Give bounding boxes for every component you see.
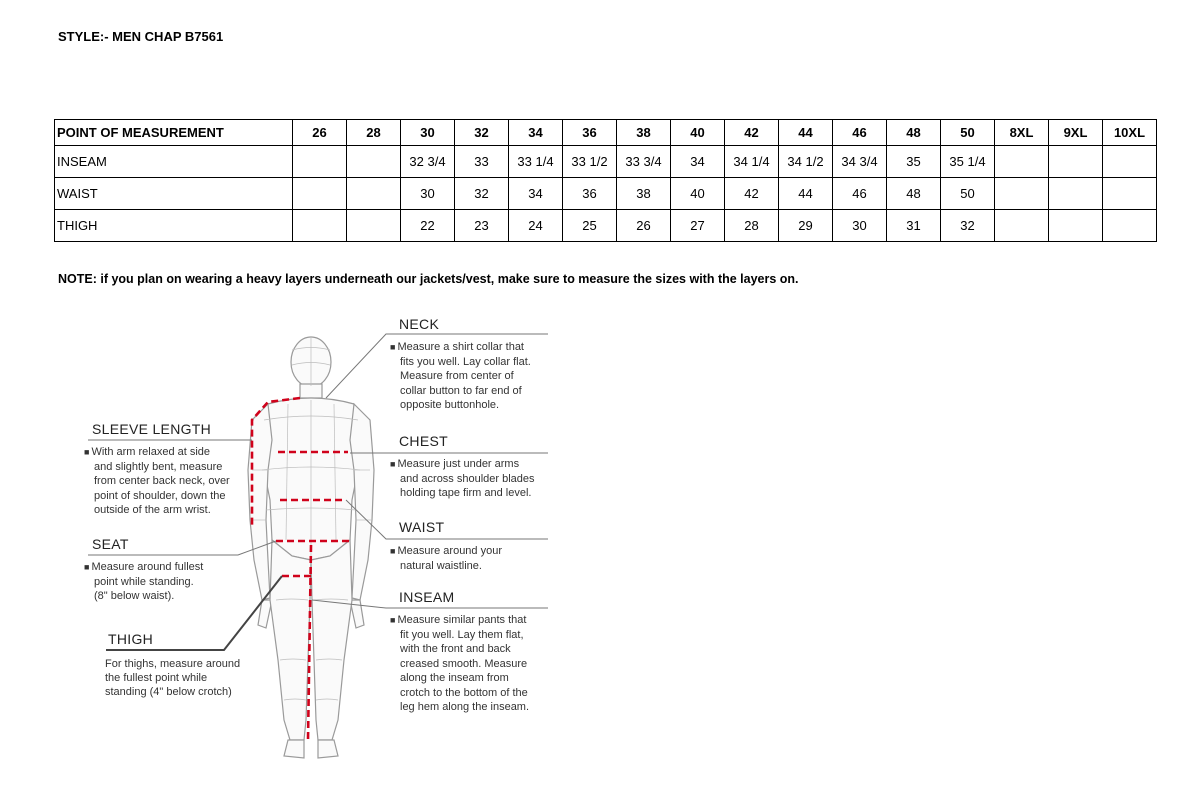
note-text: NOTE: if you plan on wearing a heavy layers underneath our jackets/vest, make sure to measure the sizes with the layers on. [58,272,799,286]
value-cell: 22 [401,210,455,242]
size-header-cell: 8XL [995,120,1049,146]
header-pom-cell: POINT OF MEASUREMENT [55,120,293,146]
value-cell: 31 [887,210,941,242]
seat-label: SEAT [92,536,129,552]
value-cell: 25 [563,210,617,242]
value-cell: 32 [455,178,509,210]
thigh-label: THIGH [108,631,154,647]
size-header-cell: 30 [401,120,455,146]
size-header-cell: 46 [833,120,887,146]
row-label-cell: INSEAM [55,146,293,178]
value-cell: 33 3/4 [617,146,671,178]
neck-label: NECK [399,316,440,332]
value-cell: 48 [887,178,941,210]
seat-desc: ■ Measure around fullest point while standing. (8" below waist). [84,561,204,602]
size-header-cell: 28 [347,120,401,146]
value-cell: 30 [401,178,455,210]
size-header-cell: 50 [941,120,995,146]
inseam-desc: ■ Measure similar pants that fit you well. Lay them flat, with the front and back creased smooth. Measure along the inseam from crotch to the bottom of the leg hem along the inseam. [390,614,530,713]
value-cell: 33 1/2 [563,146,617,178]
chest-label: CHEST [399,433,448,449]
sleeve-length-label: SLEEVE LENGTH [92,421,212,437]
value-cell: 27 [671,210,725,242]
neck-desc: ■ Measure a shirt collar that fits you well. Lay collar flat. Measure from center of collar button to far end of opposite buttonhole. [390,341,531,411]
size-header-cell: 10XL [1103,120,1157,146]
value-cell: 34 [509,178,563,210]
row-label-cell: WAIST [55,178,293,210]
size-header-cell: 36 [563,120,617,146]
value-cell: 32 [941,210,995,242]
size-header-cell: 40 [671,120,725,146]
size-header-cell: 9XL [1049,120,1103,146]
value-cell: 46 [833,178,887,210]
row-label-cell: THIGH [55,210,293,242]
value-cell: 26 [617,210,671,242]
value-cell: 23 [455,210,509,242]
value-cell: 34 1/4 [725,146,779,178]
size-header-cell: 26 [293,120,347,146]
value-cell: 28 [725,210,779,242]
value-cell: 24 [509,210,563,242]
value-cell: 35 [887,146,941,178]
size-header-cell: 32 [455,120,509,146]
value-cell: 34 3/4 [833,146,887,178]
value-cell: 38 [617,178,671,210]
size-header-cell: 44 [779,120,833,146]
style-title: STYLE:- MEN CHAP B7561 [58,29,224,44]
value-cell: 30 [833,210,887,242]
size-header-cell: 42 [725,120,779,146]
sleeve-length-desc: ■ With arm relaxed at side and slightly bent, measure from center back neck, over point of shoulder, down the outside of the arm wrist. [84,446,230,516]
value-cell: 34 [671,146,725,178]
value-cell: 35 1/4 [941,146,995,178]
chest-desc: ■ Measure just under arms and across shoulder blades holding tape firm and level. [390,458,535,499]
value-cell: 33 1/4 [509,146,563,178]
value-cell: 36 [563,178,617,210]
size-header-cell: 34 [509,120,563,146]
size-header-cell: 48 [887,120,941,146]
value-cell: 50 [941,178,995,210]
value-cell: 44 [779,178,833,210]
value-cell: 33 [455,146,509,178]
value-cell: 34 1/2 [779,146,833,178]
size-header-cell: 38 [617,120,671,146]
value-cell: 29 [779,210,833,242]
waist-desc: ■ Measure around your natural waistline. [390,545,502,572]
value-cell: 40 [671,178,725,210]
waist-label: WAIST [399,519,445,535]
thigh-desc: For thighs, measure around the fullest point while standing (4" below crotch) [105,658,241,698]
value-cell: 42 [725,178,779,210]
value-cell: 32 3/4 [401,146,455,178]
inseam-label: INSEAM [399,589,455,605]
